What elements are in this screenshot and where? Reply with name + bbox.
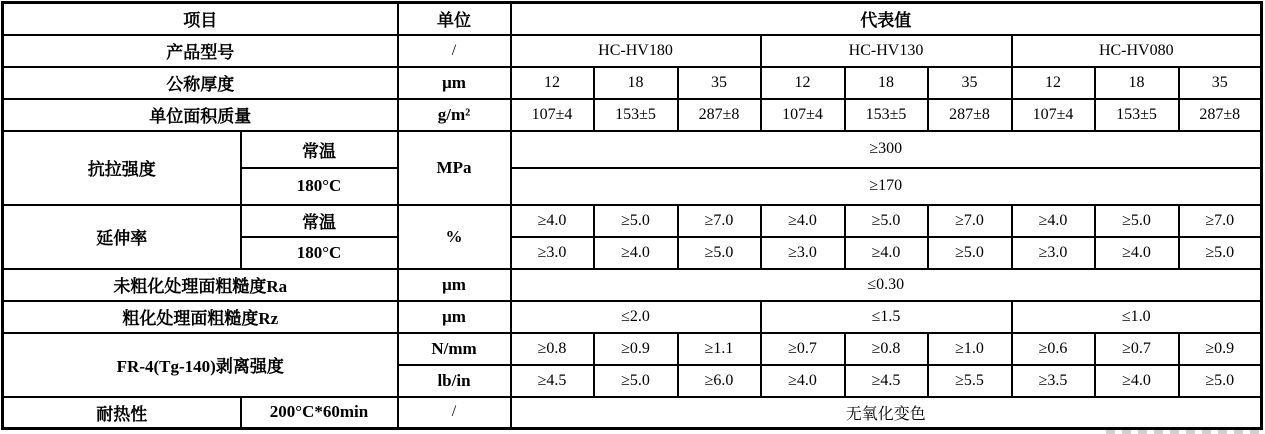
- elongation-ht-cell-1: ≥4.0: [594, 237, 678, 269]
- unit-peel-n: N/mm: [398, 333, 511, 365]
- elongation-rt-cell-8: ≥7.0: [1179, 205, 1262, 237]
- row-roughness-ra: [3, 269, 1262, 301]
- thickness-cell-2: 35: [678, 67, 761, 99]
- elongation-cond-ht: 180°C: [241, 237, 398, 269]
- peel-n-cell-3: ≥0.7: [761, 333, 845, 365]
- row-tensile-rt: [3, 131, 1262, 168]
- tensile-value-rt: ≥300: [511, 131, 1262, 168]
- model-group-0: HC-HV180: [511, 35, 761, 67]
- elongation-rt-cell-1: ≥5.0: [594, 205, 678, 237]
- peel-lb-cell-2: ≥6.0: [678, 365, 761, 397]
- thickness-cell-1: 18: [594, 67, 678, 99]
- roughness-rz-group-2: ≤1.0: [1012, 301, 1262, 333]
- peel-lb-cell-5: ≥5.5: [928, 365, 1012, 397]
- peel-lb-cell-7: ≥4.0: [1095, 365, 1179, 397]
- roughness-rz-group-1: ≤1.5: [761, 301, 1012, 333]
- thickness-cell-5: 35: [928, 67, 1012, 99]
- row-heat: [3, 397, 1262, 429]
- row-label-tensile: 抗拉强度: [3, 131, 241, 205]
- elongation-rt-cell-7: ≥5.0: [1095, 205, 1179, 237]
- col-header-value: 代表值: [511, 3, 1262, 35]
- peel-n-cell-1: ≥0.9: [594, 333, 678, 365]
- tensile-cond-rt: 常温: [241, 131, 398, 168]
- heat-value: 无氧化变色: [511, 397, 1262, 429]
- elongation-ht-cell-7: ≥4.0: [1095, 237, 1179, 269]
- peel-n-cell-0: ≥0.8: [511, 333, 594, 365]
- peel-lb-cell-6: ≥3.5: [1012, 365, 1095, 397]
- unit-mass: g/m²: [398, 99, 511, 131]
- row-peel-n: [3, 333, 1262, 365]
- peel-n-cell-5: ≥1.0: [928, 333, 1012, 365]
- peel-lb-cell-4: ≥4.5: [845, 365, 928, 397]
- roughness-rz-group-0: ≤2.0: [511, 301, 761, 333]
- unit-thickness: μm: [398, 67, 511, 99]
- row-label-peel: FR-4(Tg-140)剥离强度: [3, 333, 398, 397]
- row-elongation-rt: [3, 205, 1262, 237]
- thickness-cell-0: 12: [511, 67, 594, 99]
- peel-n-cell-8: ≥0.9: [1179, 333, 1262, 365]
- peel-lb-cell-3: ≥4.0: [761, 365, 845, 397]
- elongation-cond-rt: 常温: [241, 205, 398, 237]
- unit-roughness-ra: μm: [398, 269, 511, 301]
- peel-n-cell-4: ≥0.8: [845, 333, 928, 365]
- peel-lb-cell-0: ≥4.5: [511, 365, 594, 397]
- elongation-ht-cell-3: ≥3.0: [761, 237, 845, 269]
- model-group-1: HC-HV130: [761, 35, 1012, 67]
- elongation-ht-cell-2: ≥5.0: [678, 237, 761, 269]
- elongation-rt-cell-4: ≥5.0: [845, 205, 928, 237]
- peel-n-cell-2: ≥1.1: [678, 333, 761, 365]
- peel-n-cell-6: ≥0.6: [1012, 333, 1095, 365]
- unit-heat: /: [398, 397, 511, 429]
- row-label-roughness-rz: 粗化处理面粗糙度Rz: [3, 301, 398, 333]
- product-spec-table: [1, 1, 1263, 430]
- thickness-cell-7: 18: [1095, 67, 1179, 99]
- roughness-ra-value: ≤0.30: [511, 269, 1262, 301]
- elongation-rt-cell-2: ≥7.0: [678, 205, 761, 237]
- elongation-ht-cell-5: ≥5.0: [928, 237, 1012, 269]
- peel-lb-cell-1: ≥5.0: [594, 365, 678, 397]
- unit-peel-lb: lb/in: [398, 365, 511, 397]
- peel-n-cell-7: ≥0.7: [1095, 333, 1179, 365]
- row-label-heat: 耐热性: [3, 397, 241, 429]
- heat-condition: 200°C*60min: [241, 397, 398, 429]
- peel-lb-cell-8: ≥5.0: [1179, 365, 1262, 397]
- mass-cell-3: 107±4: [761, 99, 845, 131]
- mass-cell-7: 153±5: [1095, 99, 1179, 131]
- elongation-rt-cell-5: ≥7.0: [928, 205, 1012, 237]
- col-header-unit: 单位: [398, 3, 511, 35]
- tensile-value-ht: ≥170: [511, 168, 1262, 205]
- thickness-cell-4: 18: [845, 67, 928, 99]
- elongation-ht-cell-8: ≥5.0: [1179, 237, 1262, 269]
- elongation-rt-cell-6: ≥4.0: [1012, 205, 1095, 237]
- watermark-fragment: [1106, 430, 1264, 434]
- elongation-rt-cell-0: ≥4.0: [511, 205, 594, 237]
- header-row: [3, 3, 1262, 35]
- mass-cell-0: 107±4: [511, 99, 594, 131]
- row-label-mass: 单位面积质量: [3, 99, 398, 131]
- elongation-rt-cell-3: ≥4.0: [761, 205, 845, 237]
- thickness-cell-8: 35: [1179, 67, 1262, 99]
- thickness-cell-6: 12: [1012, 67, 1095, 99]
- mass-cell-5: 287±8: [928, 99, 1012, 131]
- model-group-2: HC-HV080: [1012, 35, 1262, 67]
- row-label-roughness-ra: 未粗化处理面粗糙度Ra: [3, 269, 398, 301]
- thickness-cell-3: 12: [761, 67, 845, 99]
- row-roughness-rz: [3, 301, 1262, 333]
- unit-roughness-rz: μm: [398, 301, 511, 333]
- row-model: [3, 35, 1262, 67]
- row-mass: [3, 99, 1262, 131]
- elongation-ht-cell-0: ≥3.0: [511, 237, 594, 269]
- mass-cell-6: 107±4: [1012, 99, 1095, 131]
- unit-elongation: %: [398, 205, 511, 269]
- col-header-item: 项目: [3, 3, 398, 35]
- elongation-ht-cell-4: ≥4.0: [845, 237, 928, 269]
- mass-cell-8: 287±8: [1179, 99, 1262, 131]
- unit-model: /: [398, 35, 511, 67]
- row-thickness: [3, 67, 1262, 99]
- row-label-model: 产品型号: [3, 35, 398, 67]
- unit-tensile: MPa: [398, 131, 511, 205]
- tensile-cond-ht: 180°C: [241, 168, 398, 205]
- row-label-thickness: 公称厚度: [3, 67, 398, 99]
- elongation-ht-cell-6: ≥3.0: [1012, 237, 1095, 269]
- row-label-elongation: 延伸率: [3, 205, 241, 269]
- mass-cell-4: 153±5: [845, 99, 928, 131]
- mass-cell-2: 287±8: [678, 99, 761, 131]
- mass-cell-1: 153±5: [594, 99, 678, 131]
